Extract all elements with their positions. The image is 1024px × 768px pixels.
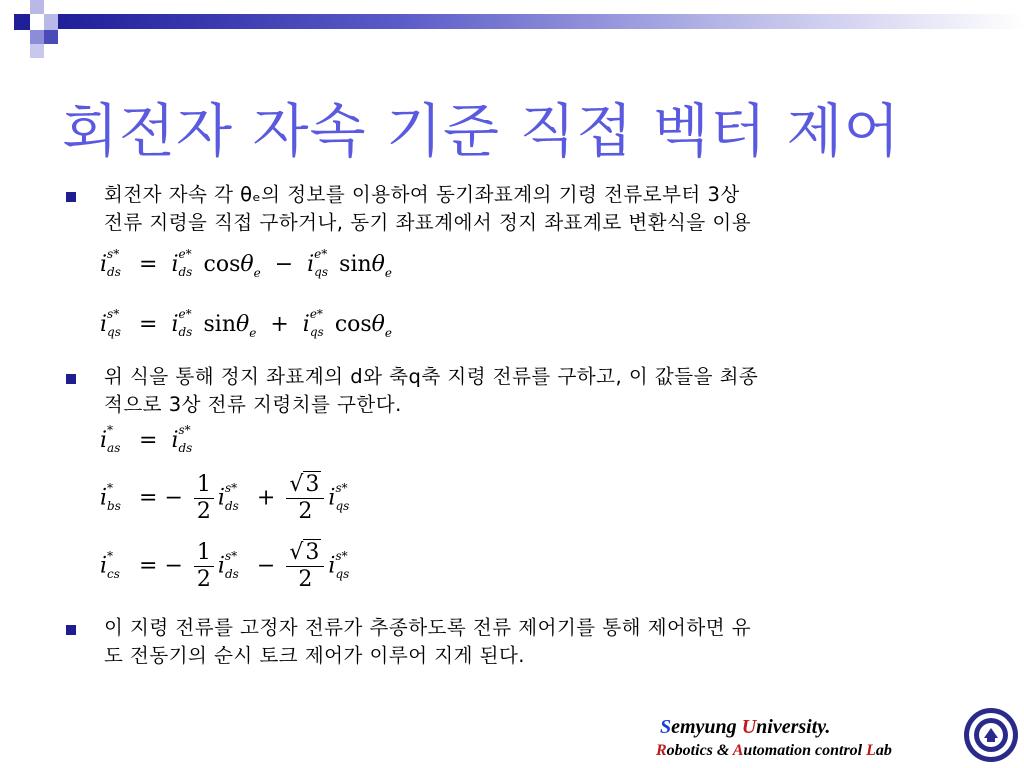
bullet-line: 이 지령 전류를 고정자 전류가 추종하도록 전류 제어기를 통해 제어하면 유 <box>104 616 752 639</box>
eq-symbol: i <box>100 252 108 277</box>
decor-square <box>14 14 30 30</box>
bullet-marker <box>66 374 76 384</box>
decor-square <box>30 44 44 58</box>
equation-iqs: i s* qs = i e* ds sinθ$_e$ + i e* qs cosθ$_e$ <box>100 307 393 340</box>
equation-ids: i s* ds = i e* ds cosθ$_e$ − i e* qs sinθ$_e$ <box>100 247 393 280</box>
bullet-text <box>104 363 964 419</box>
equation-ics: i * cs = − $\frac{1}{2}$ i s* ds − $\frac{√3}{2}$ i s* qs <box>100 540 350 592</box>
university-seal-icon <box>962 706 1020 764</box>
bullet-text <box>104 181 964 237</box>
decor-square <box>30 0 44 14</box>
decor-square <box>30 30 44 44</box>
slide-title: 회전자 자속 기준 직접 벡터 제어 <box>62 97 901 165</box>
bullet-line: 회전자 자속 각 θₑ의 정보를 이용하여 동기좌표계의 기령 전류로부터 3상 <box>104 183 740 206</box>
equation-ias: i * as = i s* ds <box>100 423 193 455</box>
bullet-text <box>104 614 964 670</box>
bullet-line: 위 식을 통해 정지 좌표계의 d와 축q축 지령 전류를 구하고, 이 값들을 최종 <box>104 365 759 388</box>
footer-university: Semyung University. <box>660 716 831 738</box>
bullet-line: 적으로 3상 전류 지령치를 구한다. <box>104 393 402 416</box>
footer-lab: Robotics & Automation control Lab <box>656 742 892 759</box>
header-gradient-bar <box>58 14 1024 29</box>
decor-square <box>44 14 58 30</box>
bullet-marker <box>66 192 76 202</box>
decor-square <box>44 30 58 44</box>
bullet-line: 전류 지령을 직접 구하거나, 동기 좌표계에서 정지 좌표계로 변환식을 이용 <box>104 211 752 234</box>
equation-ibs: i * bs = − $\frac{1}{2}$ i s* ds + $\frac{√3}{2}$ i s* qs <box>100 472 350 524</box>
bullet-marker <box>66 625 76 635</box>
bullet-line: 도 전동기의 순시 토크 제어가 이루어 지게 된다. <box>104 644 525 667</box>
